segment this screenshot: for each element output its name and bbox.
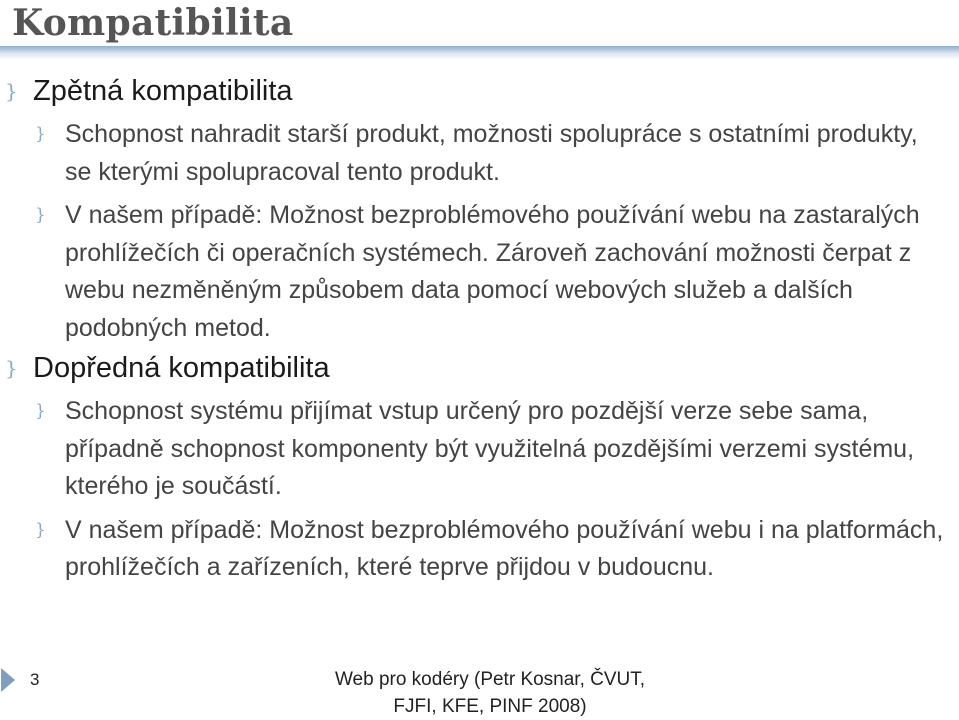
- page-number: 3: [30, 670, 40, 689]
- bullet-brace-icon: }: [35, 205, 46, 225]
- heading-text: Zpětná kompatibilita: [33, 75, 293, 107]
- item-text: V našem případě: Možnost bezproblémového používání webu i na platformách, prohlížečích a zařízeních, které teprve přijdou v budoucnu.: [65, 515, 944, 581]
- item-text: Schopnost nahradit starší produkt, možnosti spolupráce s ostatními produkty, se kterými spolupracoval tento produkt.: [65, 120, 918, 186]
- list-item: [0, 393, 959, 506]
- list-item: [0, 197, 959, 347]
- title-underline-bar: [0, 46, 959, 60]
- footer-credit: [300, 666, 680, 720]
- item-text: Schopnost systému přijímat vstup určený pro pozdější verze sebe sama, případně schopnost komponenty být využitelná pozdějšími verzemi systému, kterého je součástí.: [65, 397, 915, 500]
- slide-content: [0, 70, 959, 587]
- heading-text: Dopředná kompatibilita: [33, 352, 330, 384]
- footer-triangle-icon: [1, 668, 15, 692]
- list-item: [0, 512, 959, 587]
- footer-line-1: Web pro kodéry (Petr Kosnar, ČVUT,: [334, 669, 646, 690]
- bullet-brace-icon: }: [35, 519, 46, 540]
- section-heading-backward: [0, 72, 959, 110]
- bullet-brace-icon: }: [5, 79, 18, 103]
- bullet-brace-icon: }: [35, 124, 46, 144]
- footer-line-2: FJFI, KFE, PINF 2008): [393, 696, 587, 717]
- bullet-brace-icon: }: [35, 401, 46, 421]
- list-item: [0, 116, 959, 191]
- item-text: V našem případě: Možnost bezproblémového používání webu na zastaralých prohlížečích či operačních systémech. Zároveň zachování možnosti čerpat z webu nezměněným způsobem data pomocí webových služeb a dalších podobných metod.: [65, 201, 920, 342]
- slide-title: Kompatibilita: [12, 2, 294, 44]
- section-heading-forward: [0, 349, 959, 387]
- bullet-brace-icon: }: [5, 356, 18, 380]
